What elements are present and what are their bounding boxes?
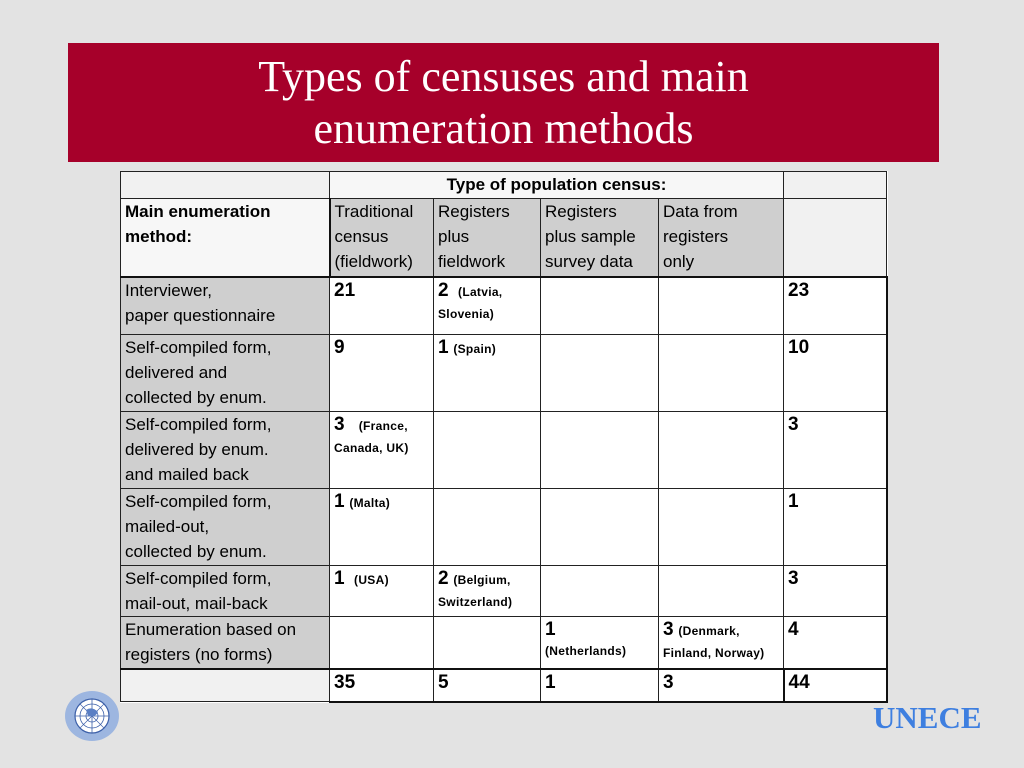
- cell-registers-only: 3 (Denmark, Finland, Norway): [659, 617, 784, 669]
- cell-registers-sample: [541, 277, 659, 335]
- title-banner: [68, 43, 939, 162]
- total-registers-sample: 1: [541, 669, 659, 702]
- title-line-2: enumeration methods: [313, 103, 694, 153]
- cell-traditional: 1 (Malta): [330, 489, 434, 566]
- cell-registers-fieldwork: [434, 489, 541, 566]
- totals-row: [121, 669, 887, 702]
- total-registers-only: 3: [659, 669, 784, 702]
- cell-registers-fieldwork: 1 (Spain): [434, 335, 541, 412]
- column-header-registers-only: Data from registers only: [659, 199, 784, 277]
- cell-total: 4: [784, 617, 887, 669]
- total-header: [784, 199, 887, 277]
- corner-cell: [121, 172, 330, 199]
- cell-traditional: 1 (USA): [330, 566, 434, 617]
- row-label: Self-compiled form, delivered and collected by enum.: [121, 335, 330, 412]
- table-row: [121, 566, 887, 617]
- cell-total: 10: [784, 335, 887, 412]
- un-emblem-icon: [62, 688, 122, 744]
- column-header-registers-fieldwork: Registers plus fieldwork: [434, 199, 541, 277]
- grand-total: 44: [784, 669, 887, 702]
- table-row: [121, 412, 887, 489]
- row-label: Self-compiled form, mail-out, mail-back: [121, 566, 330, 617]
- cell-registers-only: [659, 566, 784, 617]
- row-label: Self-compiled form, mailed-out, collected by enum.: [121, 489, 330, 566]
- cell-registers-fieldwork: 2 (Latvia, Slovenia): [434, 277, 541, 335]
- cell-traditional: 9: [330, 335, 434, 412]
- cell-total: 3: [784, 566, 887, 617]
- cell-total: 1: [784, 489, 887, 566]
- table-row: [121, 489, 887, 566]
- cell-registers-fieldwork: [434, 412, 541, 489]
- cell-traditional: [330, 617, 434, 669]
- unece-brand: UNECE: [873, 700, 982, 735]
- type-header: Type of population census:: [330, 172, 784, 199]
- row-label: Interviewer, paper questionnaire: [121, 277, 330, 335]
- cell-registers-only: [659, 489, 784, 566]
- cell-traditional: 3 (France, Canada, UK): [330, 412, 434, 489]
- total-traditional: 35: [330, 669, 434, 702]
- table-row: [121, 277, 887, 335]
- method-header: Main enumeration method:: [121, 199, 330, 277]
- cell-registers-sample: [541, 489, 659, 566]
- census-table: [120, 171, 888, 703]
- total-registers-fieldwork: 5: [434, 669, 541, 702]
- cell-registers-only: [659, 412, 784, 489]
- cell-registers-sample: 1 (Netherlands): [541, 617, 659, 669]
- cell-registers-sample: [541, 566, 659, 617]
- row-label: Self-compiled form, delivered by enum. and mailed back: [121, 412, 330, 489]
- cell-registers-sample: [541, 412, 659, 489]
- cell-registers-fieldwork: 2 (Belgium, Switzerland): [434, 566, 541, 617]
- title-line-1: Types of censuses and main: [258, 51, 749, 101]
- cell-registers-only: [659, 335, 784, 412]
- totals-label: [121, 669, 330, 702]
- cell-registers-fieldwork: [434, 617, 541, 669]
- cell-total: 3: [784, 412, 887, 489]
- cell-traditional: 21: [330, 277, 434, 335]
- column-header-registers-sample: Registers plus sample survey data: [541, 199, 659, 277]
- cell-total: 23: [784, 277, 887, 335]
- row-label: Enumeration based on registers (no forms): [121, 617, 330, 669]
- cell-registers-only: [659, 277, 784, 335]
- cell-registers-sample: [541, 335, 659, 412]
- table-row: [121, 617, 887, 669]
- corner-cell-right: [784, 172, 887, 199]
- column-header-traditional: Traditional census (fieldwork): [330, 199, 434, 277]
- table-row: [121, 335, 887, 412]
